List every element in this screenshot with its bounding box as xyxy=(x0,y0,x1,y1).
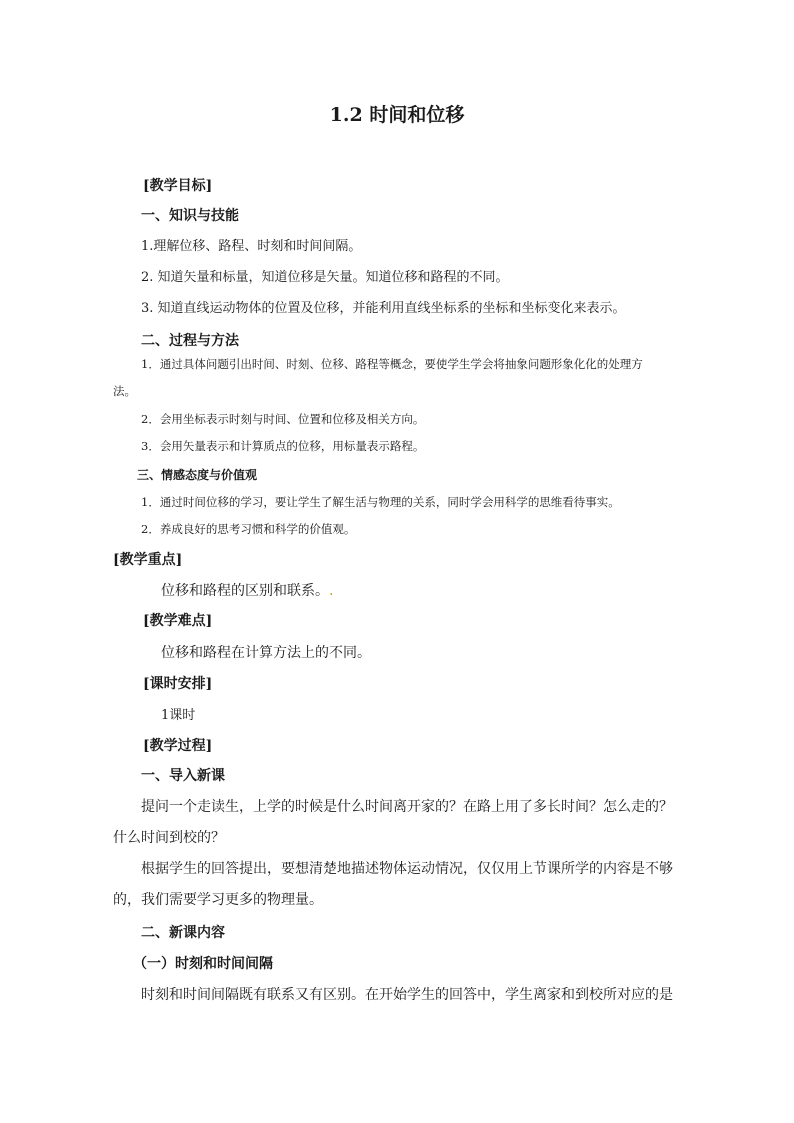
process-item-2: 2．会用坐标表示时刻与时间、位置和位移及相关方向。 xyxy=(141,412,425,426)
emotion-item-1: 1．通过时间位移的学习，要让学生了解生活与物理的关系，同时学会用科学的思维看待事实。 xyxy=(141,495,620,509)
difficulties-text: 位移和路程在计算方法上的不同。 xyxy=(161,645,371,661)
new-content-paragraph-1: 时刻和时间间隔既有联系又有区别。在开始学生的回答中，学生离家和到校所对应的是 xyxy=(141,987,673,1003)
intro-paragraph-2-line-1: 根据学生的回答提出，要想清楚地描述物体运动情况，仅仅用上节课所学的内容是不够 xyxy=(141,861,673,877)
process-item-3: 3．会用矢量表示和计算质点的位移，用标量表示路程。 xyxy=(141,439,425,453)
section-heading-teaching-process: [教学过程] xyxy=(143,738,213,754)
subheading-new-content: 二、新课内容 xyxy=(141,925,225,941)
emotion-item-2: 2．养成良好的思考习惯和科学的价值观。 xyxy=(141,522,356,536)
trailing-mark: . xyxy=(329,583,334,599)
process-item-1-line-2: 法。 xyxy=(113,384,136,398)
knowledge-item-1: 1.理解位移、路程、时刻和时间间隔。 xyxy=(141,239,362,254)
section-heading-difficulties: [教学难点] xyxy=(143,613,213,629)
section-heading-objectives: [教学目标] xyxy=(143,178,213,194)
process-item-1-line-1: 1．通过具体问题引出时间、时刻、位移、路程等概念，要使学生学会将抽象问题形象化化的处理方 xyxy=(141,357,643,371)
intro-paragraph-1-line-1: 提问一个走读生，上学的时候是什么时间离开家的？在路上用了多长时间？怎么走的？ xyxy=(141,799,673,815)
subheading-knowledge: 一、知识与技能 xyxy=(141,208,239,224)
subheading-intro: 一、导入新课 xyxy=(141,768,225,784)
key-points-text: 位移和路程的区别和联系。. xyxy=(161,583,334,599)
intro-paragraph-1-line-2: 什么时间到校的？ xyxy=(113,830,225,846)
intro-paragraph-2-line-2: 的，我们需要学习更多的物理量。 xyxy=(113,892,323,908)
page-title: 1.2 时间和位移 xyxy=(329,104,465,126)
subheading-process-method: 二、过程与方法 xyxy=(141,333,239,349)
subheading-time-and-interval: （一）时刻和时间间隔 xyxy=(133,956,273,972)
section-heading-key-points: [教学重点] xyxy=(113,552,183,568)
schedule-text: 1课时 xyxy=(161,708,196,723)
subheading-emotion: 三、情感态度与价值观 xyxy=(137,468,258,482)
section-heading-schedule: [课时安排] xyxy=(143,676,213,692)
knowledge-item-2: 2. 知道矢量和标量，知道位移是矢量。知道位移和路程的不同。 xyxy=(141,270,509,285)
knowledge-item-3: 3. 知道直线运动物体的位置及位移，并能利用直线坐标系的坐标和坐标变化来表示。 xyxy=(141,301,626,316)
